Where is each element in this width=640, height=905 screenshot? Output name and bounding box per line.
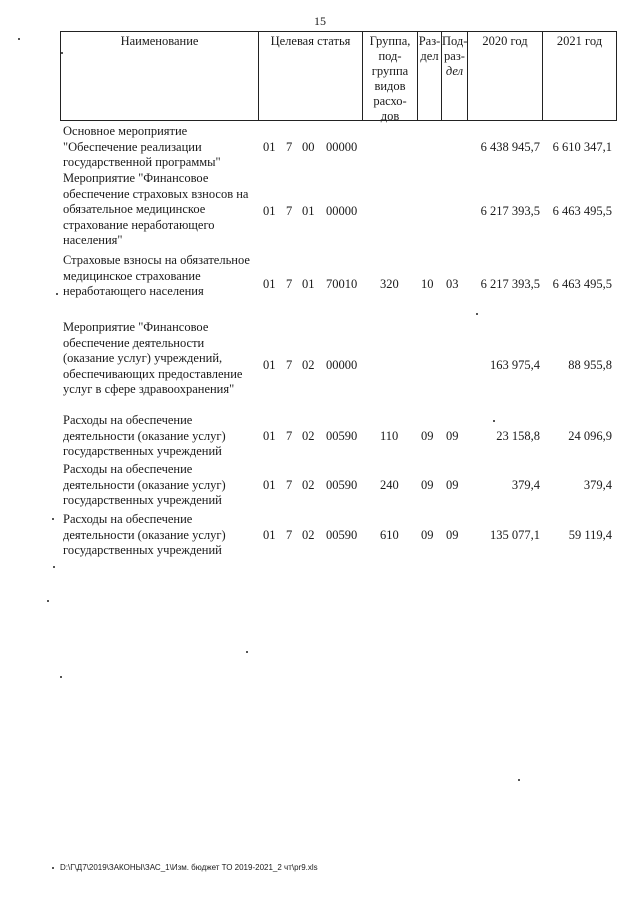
scan-speck — [47, 600, 49, 602]
scan-speck — [18, 38, 20, 40]
header-2021-label: 2021 год — [556, 34, 603, 48]
row-value-2020: 6 217 393,5 — [480, 277, 540, 291]
row-value-2020: 163 975,4 — [490, 358, 540, 372]
row-value-2020: 6 217 393,5 — [480, 204, 540, 218]
row-name-line: (оказание услуг) учреждений, — [63, 351, 223, 365]
row-value-2021: 59 119,4 — [568, 528, 612, 542]
header-target — [258, 31, 362, 121]
scan-speck — [246, 651, 248, 653]
scan-speck — [518, 779, 520, 781]
header-podrazdel-line: Под- — [442, 34, 468, 48]
row-group: 110 — [380, 429, 399, 443]
header-group-line: видов — [374, 79, 406, 93]
header-podrazdel-line: дел — [445, 64, 464, 78]
row-group: 610 — [380, 528, 399, 542]
row-value-2020: 6 438 945,7 — [480, 140, 540, 154]
scan-speck — [493, 420, 495, 422]
row-name-line: страхование неработающего — [63, 217, 215, 232]
scan-speck — [52, 867, 54, 869]
row-code-1: 01 — [263, 140, 276, 154]
row-code-4: 00590 — [326, 429, 358, 443]
row-name — [63, 253, 263, 300]
scan-speck — [53, 566, 55, 568]
row-name-line: Мероприятие "Финансовое — [63, 320, 209, 334]
row-name-line: обеспечение деятельности — [63, 335, 205, 350]
row-code-3: 02 — [302, 358, 315, 372]
header-name-label: Наименование — [120, 34, 199, 48]
row-group: 320 — [380, 277, 399, 291]
row-name-line: Страховые взносы на обязательное — [63, 253, 250, 267]
row-value-2020: 23 158,8 — [496, 429, 540, 443]
row-code-2: 7 — [286, 140, 293, 154]
row-value-2021: 6 463 495,5 — [552, 204, 612, 218]
row-name-line: деятельности (оказание услуг) — [63, 428, 226, 443]
row-name-line: неработающего населения — [63, 284, 204, 298]
row-code-4: 00590 — [326, 478, 358, 492]
scan-speck — [60, 676, 62, 678]
page-number: 15 — [314, 14, 326, 28]
row-code-3: 01 — [302, 277, 315, 291]
row-name-line: государственных учреждений — [63, 543, 222, 557]
row-razdel: 10 — [421, 277, 434, 291]
row-name — [63, 171, 263, 249]
row-name-line: медицинское страхование — [63, 268, 201, 283]
row-code-3: 02 — [302, 478, 315, 492]
row-name — [63, 462, 263, 509]
header-podrazdel — [441, 31, 467, 121]
row-value-2021: 88 955,8 — [568, 358, 612, 372]
row-value-2020: 135 077,1 — [490, 528, 540, 542]
row-code-3: 02 — [302, 528, 315, 542]
row-name — [63, 512, 263, 559]
row-code-2: 7 — [286, 358, 293, 372]
row-name-line: Расходы на обеспечение — [63, 462, 193, 476]
scan-speck — [61, 52, 63, 54]
row-group: 240 — [380, 478, 399, 492]
row-name-line: государственных учреждений — [63, 493, 222, 507]
row-name — [63, 413, 263, 460]
row-razdel: 09 — [421, 429, 434, 443]
row-code-2: 7 — [286, 204, 293, 218]
row-podrazdel: 09 — [446, 429, 459, 443]
row-code-1: 01 — [263, 204, 276, 218]
row-code-2: 7 — [286, 429, 293, 443]
header-2020-label: 2020 год — [482, 34, 528, 48]
row-code-1: 01 — [263, 277, 276, 291]
row-value-2021: 6 463 495,5 — [552, 277, 612, 291]
row-name-line: Расходы на обеспечение — [63, 512, 193, 526]
header-group-line: группа — [371, 64, 409, 78]
row-code-1: 01 — [263, 358, 276, 372]
header-group-line: расхо- — [373, 94, 407, 108]
header-group-line: под- — [378, 49, 402, 63]
row-name — [63, 124, 263, 171]
row-name-line: государственных учреждений — [63, 444, 222, 458]
row-name-line: деятельности (оказание услуг) — [63, 527, 226, 542]
row-name-line: деятельности (оказание услуг) — [63, 477, 226, 492]
row-name-line: Мероприятие "Финансовое — [63, 171, 209, 185]
row-podrazdel: 09 — [446, 478, 459, 492]
row-name-line: государственной программы" — [63, 155, 221, 169]
row-code-3: 00 — [302, 140, 315, 154]
row-name-line: Основное мероприятие — [63, 124, 188, 138]
header-2021 — [542, 31, 617, 121]
row-code-1: 01 — [263, 429, 276, 443]
row-razdel: 09 — [421, 528, 434, 542]
row-name-line: "Обеспечение реализации — [63, 139, 202, 154]
row-name-line: Расходы на обеспечение — [63, 413, 193, 427]
header-razdel-line: Раз- — [418, 34, 441, 48]
row-code-4: 00000 — [326, 358, 358, 372]
header-razdel — [417, 31, 441, 121]
scan-speck — [56, 293, 58, 295]
row-code-2: 7 — [286, 277, 293, 291]
row-code-1: 01 — [263, 528, 276, 542]
row-value-2020: 379,4 — [511, 478, 540, 492]
row-value-2021: 379,4 — [583, 478, 612, 492]
header-group-line: дов — [380, 109, 400, 123]
row-code-4: 00590 — [326, 528, 358, 542]
row-value-2021: 6 610 347,1 — [552, 140, 612, 154]
header-name — [60, 31, 258, 121]
row-code-2: 7 — [286, 528, 293, 542]
row-code-4: 00000 — [326, 204, 358, 218]
row-value-2021: 24 096,9 — [568, 429, 612, 443]
row-code-2: 7 — [286, 478, 293, 492]
row-podrazdel: 09 — [446, 528, 459, 542]
header-group — [362, 31, 417, 121]
header-group-line: Группа, — [369, 34, 411, 48]
row-code-1: 01 — [263, 478, 276, 492]
row-name-line: обязательное медицинское — [63, 202, 206, 216]
row-name-line: услуг в сфере здравоохранения" — [63, 382, 235, 396]
header-razdel-line: дел — [420, 49, 439, 63]
row-name-line: населения" — [63, 233, 123, 247]
scan-speck — [476, 313, 478, 315]
header-podrazdel-line: раз- — [444, 49, 465, 63]
row-razdel: 09 — [421, 478, 434, 492]
row-podrazdel: 03 — [446, 277, 459, 291]
row-code-4: 70010 — [326, 277, 358, 291]
scan-speck — [52, 518, 54, 520]
row-code-3: 01 — [302, 204, 315, 218]
row-name-line: обеспечение страховых взносов на — [63, 186, 249, 201]
header-2020 — [467, 31, 542, 121]
row-code-4: 00000 — [326, 140, 358, 154]
row-code-3: 02 — [302, 429, 315, 443]
header-target-label: Целевая статья — [270, 34, 351, 48]
row-name — [63, 320, 263, 398]
file-path-footer: D:\Г\Д7\2019\ЗАКОНЫ\ЗАС_1\Изм. бюджет ТО 2019-2021_2 чт\pr9.xls — [60, 863, 318, 872]
row-name-line: обеспечивающих предоставление — [63, 366, 243, 381]
